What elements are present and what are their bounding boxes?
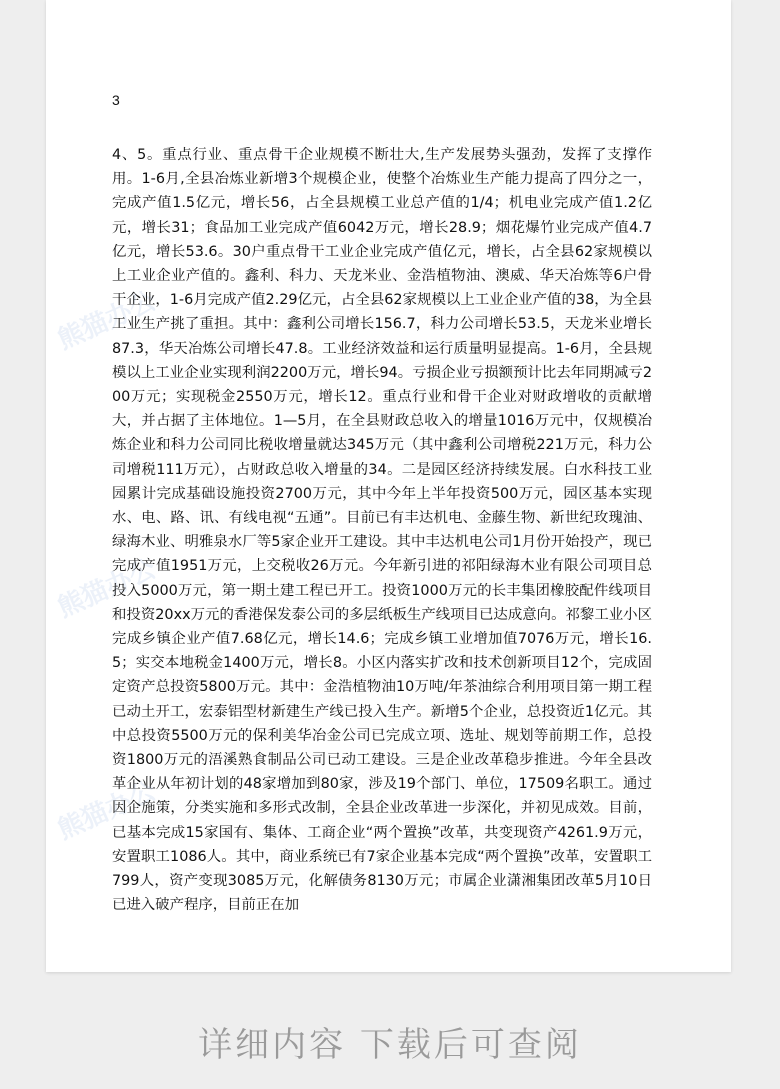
- watermark: 熊猫办公: [53, 775, 161, 846]
- watermark: 熊猫办公: [53, 553, 161, 624]
- page-number: 3: [112, 92, 120, 108]
- watermark: 熊猫办公: [53, 285, 161, 356]
- document-body-text: 4、5。重点行业、重点骨干企业规模不断壮大,生产发展势头强劲，发挥了支撑作用。1-6月,全县冶炼业新增3个规模企业，使整个冶炼业生产能力提高了四分之一，完成产值1.5亿元，增长56，占全县规模工业总产值的1/4；机电业完成产值1.2亿元，增长31；食品加工业完成产值6042万元，增长28.9；烟花爆竹业完成产值4.7亿元，增长53.6。30户重点骨干工业企业完成产值亿元，增长，占全县62家规模以上工业企业产值的。鑫利、科力、天龙米业、金浩植物油、澳威、华天冶炼等6户骨干企业，1-6月完成产值2.29亿元，占全县62家规模以上工业企业产值的38，为全县工业生产挑了重担。其中：鑫利公司增长156.7，科力公司增长53.5，天龙米业增长87.3，华天冶炼公司增长47.8。工业经济效益和运行质量明显提高。1-6月，全县规模以上工业企业实现利润2200万元，增长94。亏损企业亏损额预计比去年同期减亏200万元；实现税金2550万元，增长12。重点行业和骨干企业对财政增收的贡献增大，并占据了主体地位。1—5月，在全县财政总收入的增量1016万元中，仅规模冶炼企业和科力公司同比税收增量就达345万元（其中鑫利公司增税221万元，科力公司增税111万元），占财政总收入增量的34。二是园区经济持续发展。白水科技工业园累计完成基础设施投资2700万元，其中今年上半年投资500万元，园区基本实现水、电、路、讯、有线电视“五通”。目前已有丰达机电、金藤生物、新世纪玫瑰油、绿海木业、明雅泉水厂等5家企业开工建设。其中丰达机电公司1月份开始投产，现已完成产值1951万元，上交税收26万元。今年新引进的祁阳绿海木业有限公司项目总投入5000万元，第一期土建工程已开工。投资1000万元的长丰集团橡胶配件线项目和投资20xx万元的香港保发泰公司的多层纸板生产线项目已达成意向。祁黎工业小区完成乡镇企业产值7.68亿元，增长14.6；完成乡镇工业增加值7076万元，增长16.5；实交本地税金1400万元，增长8。小区内落实扩改和技术创新项目12个，完成固定资产总投资5800万元。其中：金浩植物油10万吨/年茶油综合利用项目第一期工程已动土开工，宏泰铝型材新建生产线已投入生产。新增5个企业，总投资近1亿元。其中总投资5500万元的保利美华冶金公司已完成立项、选址、规划等前期工作，总投资1800万元的浯溪熟食制品公司已动工建设。三是企业改革稳步推进。今年全县改革企业从年初计划的48家增加到80家，涉及19个部门、单位，17509名职工。通过因企施策，分类实施和多形式改制，全县企业改革进一步深化，并初见成效。目前，已基本完成15家国有、集体、工商企业“两个置换”改革，共变现资产4261.9万元，安置职工1086人。其中，商业系统已有7家企业基本完成“两个置换”改革，安置职工799人，资产变现3085万元，化解债务8130万元；市属企业潇湘集团改革5月10日已进入破产程序，目前正在加: [112, 147, 652, 914]
- download-prompt[interactable]: 详细内容 下载后可查阅: [198, 1025, 582, 1065]
